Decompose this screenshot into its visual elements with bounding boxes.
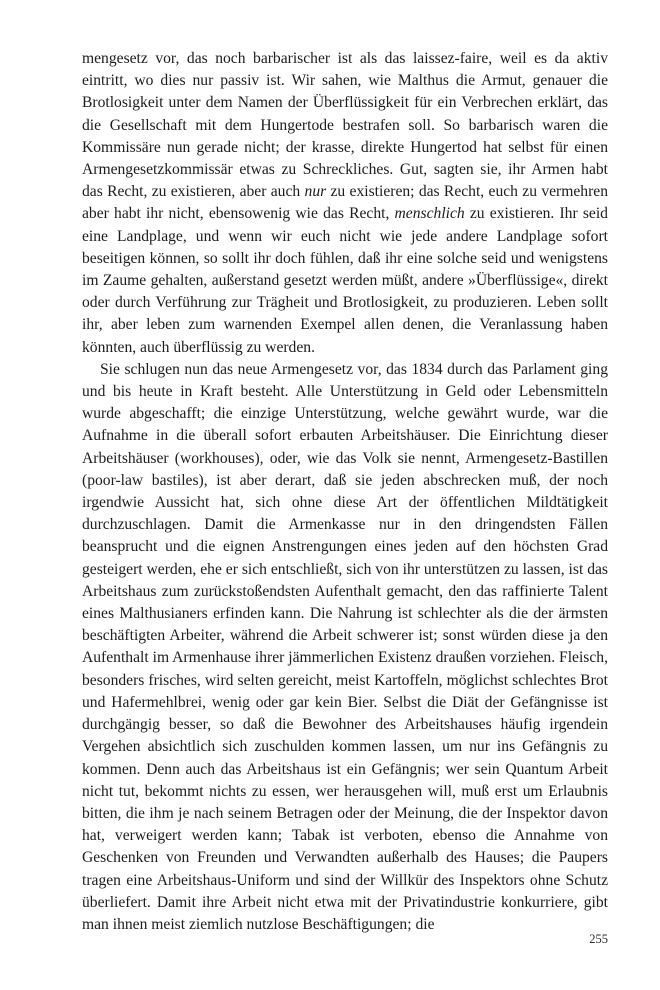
paragraph-1: [82, 48, 608, 359]
paragraph-1-text-c: zu existieren. Ihr seid eine Landplage, und wenn wir euch nicht wie jede andere Landplage sofort beseitigen können, so sollt ihr doch fühlen, daß ihr eine solche seid und wenigstens im Zaume gehalten, außerstand gesetzt werden müßt, andere »Überflüssige«, direkt oder durch Verführung zur Trägheit und Brotlosigkeit, zu produzieren. Leben sollt ihr, aber leben zum warnenden Exempel allen denen, die Veranlassung haben könnten, auch überflüssig zu werden.: [82, 205, 608, 356]
page-number: 255: [589, 932, 608, 946]
paragraph-1-text-a: mengesetz vor, das noch barbarischer ist als das laissez-faire, weil es da aktiv eintritt, wo dies nur passiv ist. Wir sahen, wie Malthus die Armut, genauer die Brotlosigkeit unter dem Namen der Überflüssigkeit für ein Verbrechen erklärt, das die Gesellschaft mit dem Hungertode bestrafen soll. So barbarisch waren die Kommissäre nun gerade nicht; der krasse, direkte Hungertod hat selbst für einen Armengesetzkommissär etwas zu Schreckliches. Gut, sagten sie, ihr Armen habt das Recht, zu existieren, aber auch: [82, 50, 608, 201]
emphasis-nur: nur: [304, 183, 327, 201]
emphasis-menschlich: menschlich: [394, 205, 465, 223]
paragraph-1-text-b: zu existieren; das Recht, euch zu vermehren aber habt ihr nicht, ebensowenig wie das Recht,: [82, 183, 609, 223]
book-page-body: [82, 48, 608, 936]
paragraph-2: Sie schlugen nun das neue Armengesetz vor, das 1834 durch das Parlament ging und bis heute in Kraft besteht. Alle Unterstützung in Geld oder Lebensmitteln wurde abgeschafft; die einzige Unterstützung, welche gewährt wurde, war die Aufnahme in die überall sofort erbauten Arbeitshäuser. Die Einrichtung dieser Arbeitshäuser (workhouses), oder, wie das Volk sie nennt, Armengesetz-Bastillen (poor-law bastiles), ist aber derart, daß sie jeden abschrecken muß, der noch irgendwie Aussicht hat, sich ohne diese Art der öffentlichen Mildtätigkeit durchzuschlagen. Damit die Armenkasse nur in den dringendsten Fällen beansprucht und die eignen Anstrengungen eines jeden auf den höchsten Grad gesteigert werden, ehe er sich entschließt, sich von ihr unterstützen zu lassen, ist das Arbeitshaus zum zurückstoßendsten Aufenthalt gemacht, den das raffinierte Talent eines Malthusianers erfinden kann. Die Nahrung ist schlechter als die der ärmsten beschäftigten Arbeiter, während die Arbeit schwerer ist; sonst würden diese ja den Aufenthalt im Armenhause ihrer jämmerlichen Existenz draußen vorziehen. Fleisch, besonders frisches, wird selten gereicht, meist Kartoffeln, möglichst schlechtes Brot und Hafermehlbrei, wenig oder gar kein Bier. Selbst die Diät der Gefängnisse ist durchgängig besser, so daß die Bewohner des Arbeitshauses häufig irgendein Vergehen absichtlich sich zuschulden kommen lassen, um nur ins Gefängnis zu kommen. Denn auch das Arbeitshaus ist ein Gefängnis; wer sein Quantum Arbeit nicht tut, bekommt nichts zu essen, wer herausgehen will, muß erst um Erlaubnis bitten, die ihm je nach seinem Betragen oder der Meinung, die der Inspektor davon hat, verweigert werden kann; Tabak ist verboten, ebenso die Annahme von Geschenken von Freunden und Verwandten außerhalb des Hauses; die Paupers tragen eine Arbeitshaus-Uniform und sind der Willkür des Inspektors ohne Schutz überliefert. Damit ihre Arbeit nicht etwa mit der Privatindustrie konkurriere, gibt man ihnen meist ziemlich nutzlose Beschäftigungen; die: [82, 360, 608, 933]
